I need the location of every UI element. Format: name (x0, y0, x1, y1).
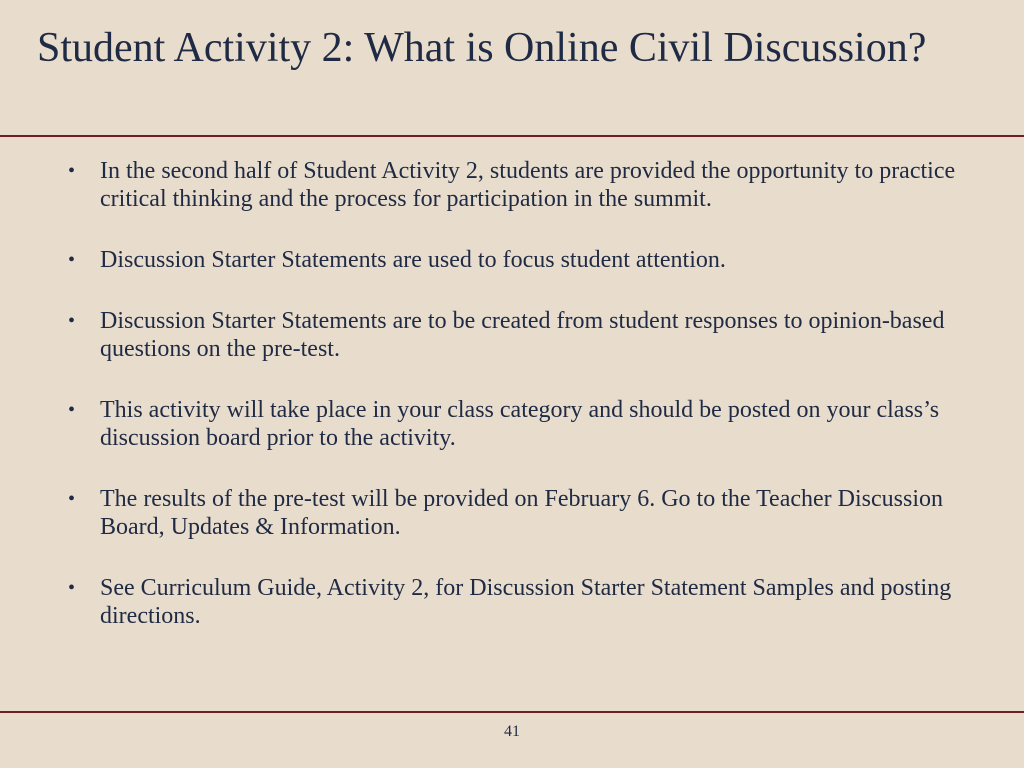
bullet-item (0, 157, 1024, 213)
slide-title: Student Activity 2: What is Online Civil Discussion? (37, 25, 927, 71)
bullet-item (0, 485, 1024, 541)
bullet-list (0, 157, 1024, 630)
title-divider (0, 135, 1024, 137)
page-number: 41 (504, 723, 520, 740)
bullet-icon: • (68, 399, 76, 421)
bullet-icon: • (68, 577, 76, 599)
bullet-text: The results of the pre-test will be provided on February 6. Go to the Teacher Discussion Board, Updates & Information. (100, 486, 943, 540)
bullet-item (0, 246, 1024, 274)
bullet-item (0, 307, 1024, 363)
bullet-item (0, 574, 1024, 630)
bullet-icon: • (68, 249, 76, 271)
bullet-text: This activity will take place in your class category and should be posted on your class’s discussion board prior to the activity. (100, 397, 940, 451)
bullet-item (0, 396, 1024, 452)
bullet-text: Discussion Starter Statements are used to focus student attention. (100, 247, 726, 273)
bullet-icon: • (68, 488, 76, 510)
bullet-text: In the second half of Student Activity 2, students are provided the opportunity to practice critical thinking and the process for participation in the summit. (100, 158, 956, 212)
bullet-text: Discussion Starter Statements are to be created from student responses to opinion-based questions on the pre-test. (100, 308, 945, 362)
footer-divider (0, 711, 1024, 713)
bullet-icon: • (68, 310, 76, 332)
bullet-text: See Curriculum Guide, Activity 2, for Discussion Starter Statement Samples and posting directions. (100, 575, 952, 629)
bullet-icon: • (68, 160, 76, 182)
